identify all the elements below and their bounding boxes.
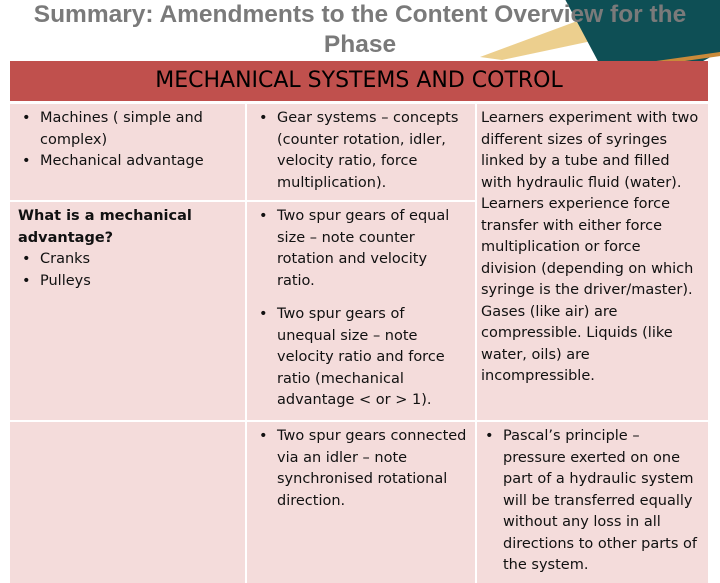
list-item: • Gear systems – concepts (counter rotation, idler, velocity ratio, force multiplication). <box>255 108 467 194</box>
cell-col1-row2 <box>10 201 246 421</box>
syringe-experiment-text: Learners experiment with two different sizes of syringes linked by a tube and filled with hydraulic fluid (water). Learners experience force transfer with either force multiplication or force division (depending on which syringe is the driver/master). Gases (like air) are compressible. Liquids (like water, oils) are incompressible. <box>481 110 699 384</box>
cell-col1-row1 <box>10 103 246 202</box>
cell-col3-merged <box>476 103 708 422</box>
table-header: MECHANICAL SYSTEMS AND COTROL <box>10 61 708 103</box>
list-item: • Two spur gears of equal size – note counter rotation and velocity ratio. <box>255 206 467 292</box>
list-item: • Two spur gears of unequal size – note velocity ratio and force ratio (mechanical advantage < or > 1). <box>255 304 467 412</box>
cell-col2-row1 <box>246 103 476 202</box>
cell-col2-row3 <box>246 300 476 421</box>
cell-col3-row4 <box>476 421 708 583</box>
list-item: • Cranks <box>18 249 237 271</box>
cell-col2-row2 <box>246 201 476 300</box>
slide-title: Summary: Amendments to the Content Overview for the Phase <box>33 1 687 58</box>
list-item: • Pascal’s principle – pressure exerted on one part of a hydraulic system will be transferred equally without any loss in all directions to other parts of the system. <box>481 426 700 577</box>
list-item: • Two spur gears connected via an idler – note synchronised rotational direction. <box>255 426 467 512</box>
cell-col2-row4 <box>246 421 476 583</box>
cell-col1-row4 <box>10 421 246 583</box>
list-item: • Machines ( simple and complex) <box>18 108 237 151</box>
list-item: • Mechanical advantage <box>18 151 237 173</box>
list-item: • Pulleys <box>18 271 237 293</box>
question-heading: What is a mechanical advantage? <box>18 208 192 246</box>
content-table <box>10 61 708 583</box>
